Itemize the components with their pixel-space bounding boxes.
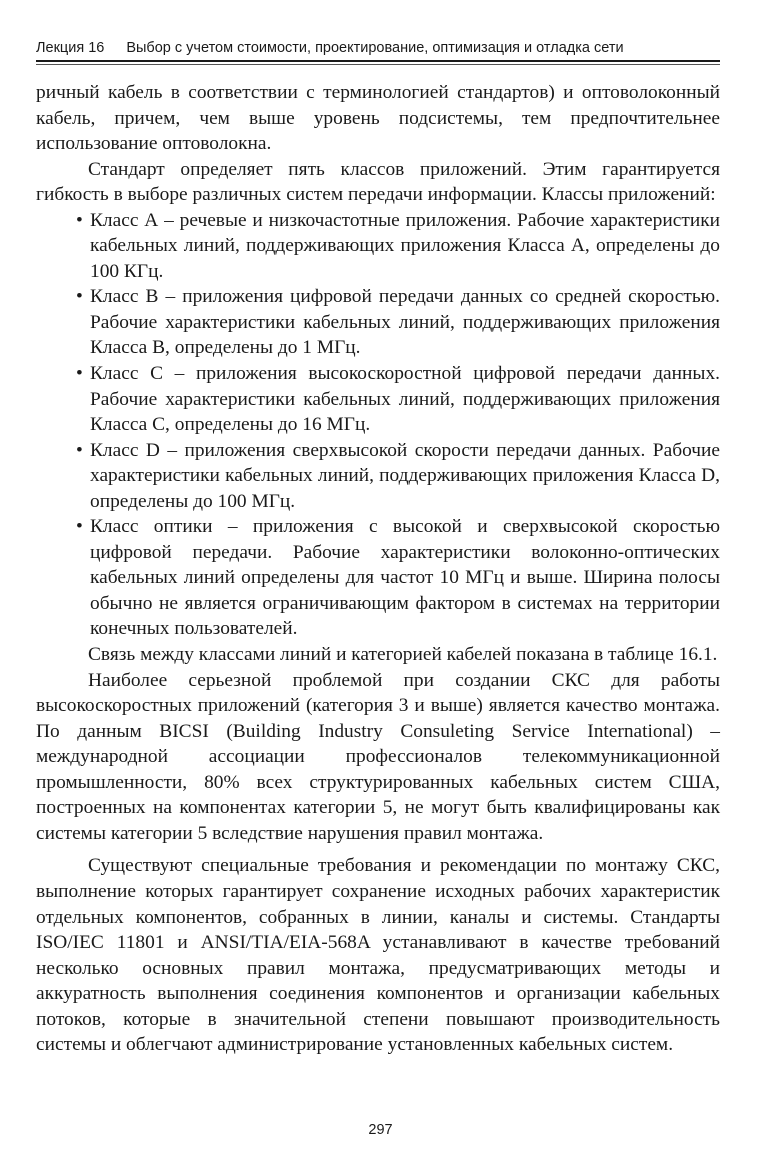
page-number: 297 [368, 1122, 393, 1138]
list-item [36, 361, 720, 438]
bullet-icon: • [76, 209, 83, 231]
paragraph-classes-intro: Стандарт определяет пять классов приложений. Этим гарантируется гибкость в выборе различных систем передачи информации. Классы приложений: [36, 158, 720, 206]
list-item-text: Класс D – приложения сверхвысокой скорости передачи данных. Рабочие характеристики кабельных линий, поддерживающих приложения Класса D, определены до 100 МГц. [90, 439, 720, 512]
list-item [36, 284, 720, 361]
paragraph-gap [36, 846, 720, 853]
list-item-text: Класс А – речевые и низкочастотные приложения. Рабочие характеристики кабельных линий, поддерживающих приложения Класса А, определены до 100 КГц. [90, 209, 720, 282]
paragraph-table-reference: Связь между классами линий и категорией кабелей показана в таблице 16.1. [88, 644, 718, 666]
list-item-text: Класс оптики – приложения с высокой и сверхвысокой скоростью цифровой передачи. Рабочие характеристики волоконно-оптических кабельных линий определены для частот 10 МГц и выше. Ширина полосы обычно не является ограничивающим фактором в системах на территории конечных пользователей. [90, 516, 720, 640]
paragraph-installation-rules: Существуют специальные требования и рекомендации по монтажу СКС, выполнение которых гарантирует сохранение исходных рабочих характеристик отдельных компонентов, собранных в линии, каналы и системы. Стандарты ISO/IEC 11801 и ANSI/TIA/EIA-568A устанавливают в качестве требований несколько основных правил монтажа, предусматривающих методы и аккуратность выполнения соединения компонентов и организации кабельных потоков, которые в значительной степени повышают производительность системы и облегчают администрирование установленных кабельных систем. [36, 855, 720, 1056]
lecture-label: Лекция 16 [36, 40, 105, 56]
running-header [36, 38, 720, 60]
application-classes-list [36, 208, 720, 642]
list-item [36, 208, 720, 285]
list-item-text: Класс В – приложения цифровой передачи данных со средней скоростью. Рабочие характеристики кабельных линий, поддерживающих приложения Класса В, определены до 1 МГц. [90, 286, 720, 359]
list-item-text: Класс С – приложения высокоскоростной цифровой передачи данных. Рабочие характеристики кабельных линий, поддерживающих приложения Класса С, определены до 16 МГц. [90, 363, 720, 436]
bullet-icon: • [76, 516, 83, 538]
bullet-icon: • [76, 439, 83, 461]
paragraph-installation-quality: Наиболее серьезной проблемой при создании СКС для работы высокоскоростных приложений (категория 3 и выше) является качество монтажа. По данным BICSI (Building Industry Consuleting Service International) – международной ассоциации профессионалов телекоммуникационной промышленности, 80% всех структурированных кабельных систем США, построенных на компонентах категории 5, не могут быть квалифицированы как системы категории 5 вследствие нарушения правил монтажа. [36, 669, 720, 844]
list-item [36, 514, 720, 642]
bullet-icon: • [76, 286, 83, 308]
header-rule-thin [36, 64, 720, 65]
header-title: Выбор с учетом стоимости, проектирование, оптимизация и отладка сети [126, 40, 624, 56]
header-rule [36, 60, 720, 62]
bullet-icon: • [76, 363, 83, 385]
paragraph-continuation: ричный кабель в соответствии с терминологией стандартов) и оптоволоконный кабель, причем, чем выше уровень подсистемы, тем предпочтительнее использование оптоволокна. [36, 82, 720, 155]
list-item [36, 438, 720, 515]
body-text [36, 80, 720, 1058]
